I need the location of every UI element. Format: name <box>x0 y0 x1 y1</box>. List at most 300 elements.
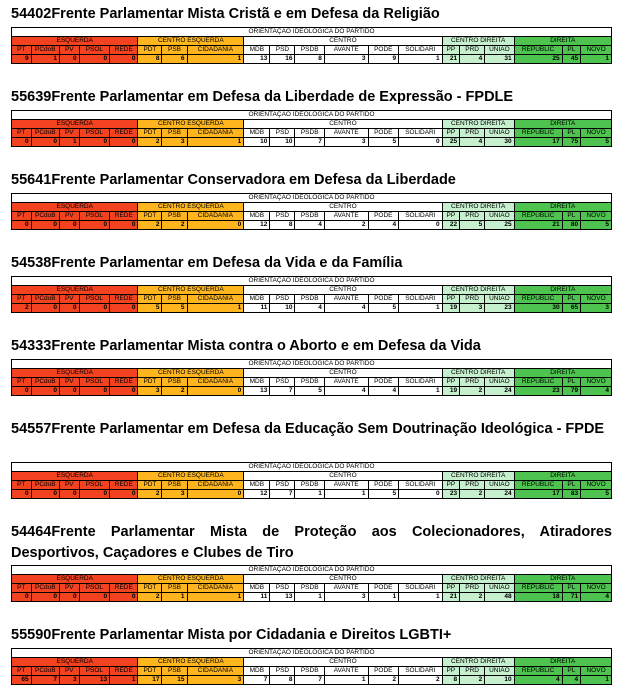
party-name: PRD <box>460 295 485 304</box>
member-count: 75 <box>562 138 581 147</box>
party-name: PSB <box>162 667 187 676</box>
member-count: 7 <box>270 490 295 499</box>
member-count: 0 <box>399 490 443 499</box>
party-name: PP <box>442 584 459 593</box>
party-row <box>12 212 612 221</box>
group-label: CENTRO <box>244 472 442 481</box>
member-count: 19 <box>442 304 459 313</box>
group-label: CENTRO ESQUERDA <box>138 120 244 129</box>
member-count: 5 <box>581 221 612 230</box>
member-count: 0 <box>110 138 138 147</box>
member-count: 7 <box>244 676 270 685</box>
member-count: 1 <box>187 55 244 64</box>
party-name: PSB <box>162 481 187 490</box>
member-count: 3 <box>324 593 368 602</box>
member-count: 1 <box>324 676 368 685</box>
party-name: PT <box>12 481 32 490</box>
member-count: 1 <box>187 304 244 313</box>
party-name: PDT <box>138 378 162 387</box>
party-name: AVANTE <box>324 46 368 55</box>
member-count: 2 <box>460 490 485 499</box>
member-count: 7 <box>295 676 324 685</box>
orientation-header: ORIENTAÇÃO IDEOLOGICA DO PARTIDO <box>12 28 612 37</box>
value-row <box>12 387 612 396</box>
member-count: 2 <box>138 138 162 147</box>
member-count: 7 <box>270 387 295 396</box>
party-name: PRD <box>460 378 485 387</box>
party-name: CIDADANIA <box>187 46 244 55</box>
party-name: REDE <box>110 46 138 55</box>
member-count: 0 <box>187 490 244 499</box>
party-name: PRD <box>460 481 485 490</box>
member-count: 4 <box>514 676 562 685</box>
member-count: 0 <box>110 490 138 499</box>
party-name: PP <box>442 481 459 490</box>
party-name: PL <box>562 481 581 490</box>
orientation-header: ORIENTAÇÃO IDEOLOGICA DO PARTIDO <box>12 194 612 203</box>
member-count: 30 <box>485 138 514 147</box>
member-count: 5 <box>368 138 399 147</box>
member-count: 1 <box>295 593 324 602</box>
member-count: 25 <box>514 55 562 64</box>
party-name: PRD <box>460 667 485 676</box>
member-count: 1 <box>399 55 443 64</box>
member-count: 0 <box>187 387 244 396</box>
group-label: CENTRO DIREITA <box>442 203 514 212</box>
member-count: 65 <box>562 304 581 313</box>
member-count: 2 <box>12 304 32 313</box>
member-count: 24 <box>485 490 514 499</box>
member-count: 21 <box>514 221 562 230</box>
party-name: MDB <box>244 129 270 138</box>
member-count: 2 <box>460 593 485 602</box>
front-title: 55639Frente Parlamentar em Defesa da Liberdade de Expressão - FPDLE <box>11 89 514 105</box>
member-count: 0 <box>31 387 59 396</box>
party-name: PODE <box>368 46 399 55</box>
member-count: 0 <box>59 593 79 602</box>
party-name: AVANTE <box>324 212 368 221</box>
member-count: 13 <box>244 387 270 396</box>
party-name: UNIAO <box>485 481 514 490</box>
member-count: 2 <box>399 676 443 685</box>
member-count: 1 <box>187 138 244 147</box>
group-label: CENTRO <box>244 369 442 378</box>
member-count: 2 <box>138 221 162 230</box>
party-name: PRD <box>460 212 485 221</box>
party-name: UNIAO <box>485 212 514 221</box>
party-name: PT <box>12 584 32 593</box>
member-count: 0 <box>31 221 59 230</box>
member-count: 0 <box>110 593 138 602</box>
party-name: AVANTE <box>324 667 368 676</box>
party-name: PP <box>442 46 459 55</box>
party-row <box>12 584 612 593</box>
party-name: PSDB <box>295 378 324 387</box>
party-name: PV <box>59 481 79 490</box>
party-name: PSDB <box>295 212 324 221</box>
party-name: CIDADANIA <box>187 584 244 593</box>
member-count: 1 <box>59 138 79 147</box>
party-name: REDE <box>110 584 138 593</box>
party-name: PCdoB <box>31 212 59 221</box>
party-name: MDB <box>244 481 270 490</box>
party-name: REDE <box>110 378 138 387</box>
member-count: 1 <box>324 490 368 499</box>
party-name: PV <box>59 129 79 138</box>
party-name: PSD <box>270 295 295 304</box>
party-name: PDT <box>138 129 162 138</box>
party-name: PCdoB <box>31 129 59 138</box>
member-count: 10 <box>244 138 270 147</box>
member-count: 12 <box>244 490 270 499</box>
party-name: PT <box>12 295 32 304</box>
member-count: 30 <box>514 304 562 313</box>
party-name: PL <box>562 212 581 221</box>
member-count: 0 <box>79 55 110 64</box>
member-count: 17 <box>514 490 562 499</box>
member-count: 6 <box>162 55 187 64</box>
member-count: 3 <box>324 55 368 64</box>
orientation-header: ORIENTAÇÃO IDEOLOGICA DO PARTIDO <box>12 649 612 658</box>
member-count: 19 <box>442 387 459 396</box>
orientation-header-row <box>12 463 612 472</box>
party-name: MDB <box>244 46 270 55</box>
party-name: PT <box>12 46 32 55</box>
member-count: 5 <box>368 490 399 499</box>
group-label: ESQUERDA <box>12 120 138 129</box>
party-name: MDB <box>244 667 270 676</box>
group-label: CENTRO ESQUERDA <box>138 658 244 667</box>
party-name: PSOL <box>79 295 110 304</box>
group-label: CENTRO <box>244 286 442 295</box>
member-count: 2 <box>368 676 399 685</box>
party-name: SOLIDARI <box>399 129 443 138</box>
party-name: PP <box>442 129 459 138</box>
value-row <box>12 221 612 230</box>
party-name: REDE <box>110 129 138 138</box>
member-count: 2 <box>138 490 162 499</box>
member-count: 0 <box>59 387 79 396</box>
party-row <box>12 378 612 387</box>
party-name: SOLIDARI <box>399 295 443 304</box>
member-count: 0 <box>79 221 110 230</box>
party-name: REDE <box>110 481 138 490</box>
party-name: UNIAO <box>485 378 514 387</box>
party-name: PCdoB <box>31 584 59 593</box>
member-count: 65 <box>12 676 32 685</box>
party-name: REPUBLIC <box>514 129 562 138</box>
party-name: REPUBLIC <box>514 481 562 490</box>
member-count: 0 <box>110 304 138 313</box>
orientation-header: ORIENTAÇÃO IDEOLOGICA DO PARTIDO <box>12 360 612 369</box>
value-row <box>12 676 612 685</box>
party-name: PL <box>562 584 581 593</box>
front-title: 54464Frente Parlamentar Mista de Proteção aos Colecionadores, Atiradores Desportivos, Caçadores e Clubes de Tiro <box>11 524 612 561</box>
party-name: PSDB <box>295 584 324 593</box>
value-row <box>12 490 612 499</box>
party-name: REDE <box>110 295 138 304</box>
party-name: SOLIDARI <box>399 46 443 55</box>
member-count: 25 <box>442 138 459 147</box>
group-row <box>12 120 612 129</box>
party-name: PCdoB <box>31 378 59 387</box>
member-count: 24 <box>485 387 514 396</box>
member-count: 15 <box>162 676 187 685</box>
group-label: ESQUERDA <box>12 286 138 295</box>
party-name: PV <box>59 212 79 221</box>
party-name: PDT <box>138 295 162 304</box>
group-label: CENTRO ESQUERDA <box>138 37 244 46</box>
member-count: 13 <box>79 676 110 685</box>
party-name: PSDB <box>295 667 324 676</box>
party-name: SOLIDARI <box>399 378 443 387</box>
party-row <box>12 129 612 138</box>
party-name: PCdoB <box>31 667 59 676</box>
member-count: 1 <box>31 55 59 64</box>
member-count: 4 <box>581 387 612 396</box>
member-count: 10 <box>485 676 514 685</box>
party-name: SOLIDARI <box>399 667 443 676</box>
member-count: 1 <box>187 593 244 602</box>
orientation-header: ORIENTAÇÃO IDEOLOGICA DO PARTIDO <box>12 111 612 120</box>
group-label: CENTRO <box>244 575 442 584</box>
party-orientation-table <box>11 110 612 147</box>
party-name: PT <box>12 667 32 676</box>
party-name: PV <box>59 667 79 676</box>
group-row <box>12 472 612 481</box>
member-count: 0 <box>59 55 79 64</box>
party-name: CIDADANIA <box>187 378 244 387</box>
member-count: 0 <box>79 387 110 396</box>
member-count: 5 <box>581 138 612 147</box>
member-count: 9 <box>12 55 32 64</box>
party-name: PCdoB <box>31 46 59 55</box>
member-count: 4 <box>460 138 485 147</box>
group-label: DIREITA <box>514 286 611 295</box>
party-name: PL <box>562 129 581 138</box>
party-name: MDB <box>244 212 270 221</box>
party-name: PDT <box>138 584 162 593</box>
party-name: NOVO <box>581 667 612 676</box>
group-label: CENTRO DIREITA <box>442 658 514 667</box>
party-name: UNIAO <box>485 584 514 593</box>
party-name: REDE <box>110 667 138 676</box>
group-row <box>12 658 612 667</box>
party-name: PODE <box>368 481 399 490</box>
member-count: 0 <box>12 593 32 602</box>
group-label: ESQUERDA <box>12 37 138 46</box>
member-count: 1 <box>581 55 612 64</box>
member-count: 0 <box>187 221 244 230</box>
orientation-header: ORIENTAÇÃO IDEOLOGICA DO PARTIDO <box>12 463 612 472</box>
party-name: PSDB <box>295 129 324 138</box>
party-orientation-table <box>11 648 612 685</box>
member-count: 2 <box>162 221 187 230</box>
party-name: PL <box>562 46 581 55</box>
member-count: 7 <box>295 138 324 147</box>
party-name: PRD <box>460 129 485 138</box>
party-row <box>12 667 612 676</box>
member-count: 2 <box>460 676 485 685</box>
member-count: 1 <box>399 387 443 396</box>
member-count: 0 <box>31 138 59 147</box>
group-label: DIREITA <box>514 203 611 212</box>
party-name: REPUBLIC <box>514 46 562 55</box>
orientation-header-row <box>12 566 612 575</box>
party-orientation-table <box>11 565 612 602</box>
member-count: 0 <box>399 221 443 230</box>
party-row <box>12 295 612 304</box>
group-label: DIREITA <box>514 472 611 481</box>
party-name: PSB <box>162 584 187 593</box>
party-name: PT <box>12 212 32 221</box>
member-count: 0 <box>79 490 110 499</box>
party-name: PSD <box>270 378 295 387</box>
party-name: REPUBLIC <box>514 378 562 387</box>
party-name: PSB <box>162 212 187 221</box>
party-name: PODE <box>368 295 399 304</box>
member-count: 0 <box>79 593 110 602</box>
member-count: 0 <box>12 138 32 147</box>
member-count: 80 <box>562 221 581 230</box>
group-label: ESQUERDA <box>12 203 138 212</box>
group-row <box>12 37 612 46</box>
member-count: 21 <box>442 593 459 602</box>
value-row <box>12 593 612 602</box>
member-count: 17 <box>514 138 562 147</box>
party-name: PSDB <box>295 295 324 304</box>
group-label: CENTRO ESQUERDA <box>138 575 244 584</box>
member-count: 10 <box>270 304 295 313</box>
party-name: NOVO <box>581 481 612 490</box>
member-count: 1 <box>399 593 443 602</box>
party-name: PSOL <box>79 46 110 55</box>
party-name: UNIAO <box>485 129 514 138</box>
party-name: PSOL <box>79 378 110 387</box>
party-name: NOVO <box>581 212 612 221</box>
member-count: 3 <box>460 304 485 313</box>
front-title: 54557Frente Parlamentar em Defesa da Educação Sem Doutrinação Ideológica - FPDE <box>11 421 605 437</box>
member-count: 3 <box>162 138 187 147</box>
member-count: 0 <box>31 304 59 313</box>
party-name: UNIAO <box>485 667 514 676</box>
party-name: PL <box>562 295 581 304</box>
orientation-header: ORIENTAÇÃO IDEOLOGICA DO PARTIDO <box>12 277 612 286</box>
member-count: 79 <box>562 387 581 396</box>
party-name: PSD <box>270 212 295 221</box>
group-label: CENTRO DIREITA <box>442 37 514 46</box>
orientation-header-row <box>12 194 612 203</box>
group-label: CENTRO <box>244 120 442 129</box>
member-count: 0 <box>59 304 79 313</box>
member-count: 0 <box>59 490 79 499</box>
party-name: PSD <box>270 129 295 138</box>
group-label: DIREITA <box>514 37 611 46</box>
front-title: 54538Frente Parlamentar em Defesa da Vida e da Família <box>11 255 403 271</box>
member-count: 0 <box>31 593 59 602</box>
party-orientation-table <box>11 462 612 499</box>
orientation-header-row <box>12 360 612 369</box>
group-label: CENTRO ESQUERDA <box>138 286 244 295</box>
member-count: 2 <box>162 387 187 396</box>
member-count: 12 <box>244 221 270 230</box>
member-count: 45 <box>562 55 581 64</box>
party-name: NOVO <box>581 46 612 55</box>
party-name: PCdoB <box>31 295 59 304</box>
member-count: 71 <box>562 593 581 602</box>
party-name: PDT <box>138 481 162 490</box>
party-name: CIDADANIA <box>187 212 244 221</box>
orientation-header: ORIENTAÇÃO IDEOLOGICA DO PARTIDO <box>12 566 612 575</box>
party-name: PT <box>12 378 32 387</box>
party-name: PODE <box>368 667 399 676</box>
party-row <box>12 481 612 490</box>
member-count: 23 <box>514 387 562 396</box>
orientation-header-row <box>12 649 612 658</box>
party-name: NOVO <box>581 378 612 387</box>
member-count: 11 <box>244 304 270 313</box>
member-count: 3 <box>138 387 162 396</box>
member-count: 13 <box>244 55 270 64</box>
member-count: 4 <box>581 593 612 602</box>
party-orientation-table <box>11 27 612 64</box>
member-count: 23 <box>485 304 514 313</box>
party-name: UNIAO <box>485 46 514 55</box>
group-label: ESQUERDA <box>12 472 138 481</box>
party-name: PSDB <box>295 46 324 55</box>
group-label: ESQUERDA <box>12 369 138 378</box>
party-row <box>12 46 612 55</box>
member-count: 4 <box>368 387 399 396</box>
group-label: CENTRO <box>244 658 442 667</box>
member-count: 0 <box>79 304 110 313</box>
group-label: CENTRO DIREITA <box>442 472 514 481</box>
party-name: UNIAO <box>485 295 514 304</box>
group-label: CENTRO DIREITA <box>442 286 514 295</box>
member-count: 7 <box>31 676 59 685</box>
group-label: CENTRO DIREITA <box>442 120 514 129</box>
member-count: 18 <box>514 593 562 602</box>
member-count: 17 <box>138 676 162 685</box>
party-name: REDE <box>110 212 138 221</box>
member-count: 9 <box>368 55 399 64</box>
member-count: 2 <box>324 221 368 230</box>
member-count: 0 <box>110 55 138 64</box>
value-row <box>12 304 612 313</box>
party-name: PSD <box>270 584 295 593</box>
value-row <box>12 138 612 147</box>
member-count: 5 <box>368 304 399 313</box>
front-title: 55590Frente Parlamentar Mista por Cidadania e Direitos LGBTI+ <box>11 627 452 643</box>
party-name: SOLIDARI <box>399 212 443 221</box>
party-name: AVANTE <box>324 295 368 304</box>
member-count: 3 <box>581 304 612 313</box>
party-name: NOVO <box>581 584 612 593</box>
group-row <box>12 575 612 584</box>
party-name: PSOL <box>79 481 110 490</box>
party-name: REPUBLIC <box>514 584 562 593</box>
member-count: 4 <box>295 221 324 230</box>
group-label: CENTRO <box>244 203 442 212</box>
group-label: CENTRO ESQUERDA <box>138 203 244 212</box>
member-count: 0 <box>59 221 79 230</box>
group-label: CENTRO DIREITA <box>442 369 514 378</box>
party-name: AVANTE <box>324 129 368 138</box>
party-name: NOVO <box>581 295 612 304</box>
member-count: 8 <box>295 55 324 64</box>
member-count: 11 <box>244 593 270 602</box>
party-name: SOLIDARI <box>399 481 443 490</box>
